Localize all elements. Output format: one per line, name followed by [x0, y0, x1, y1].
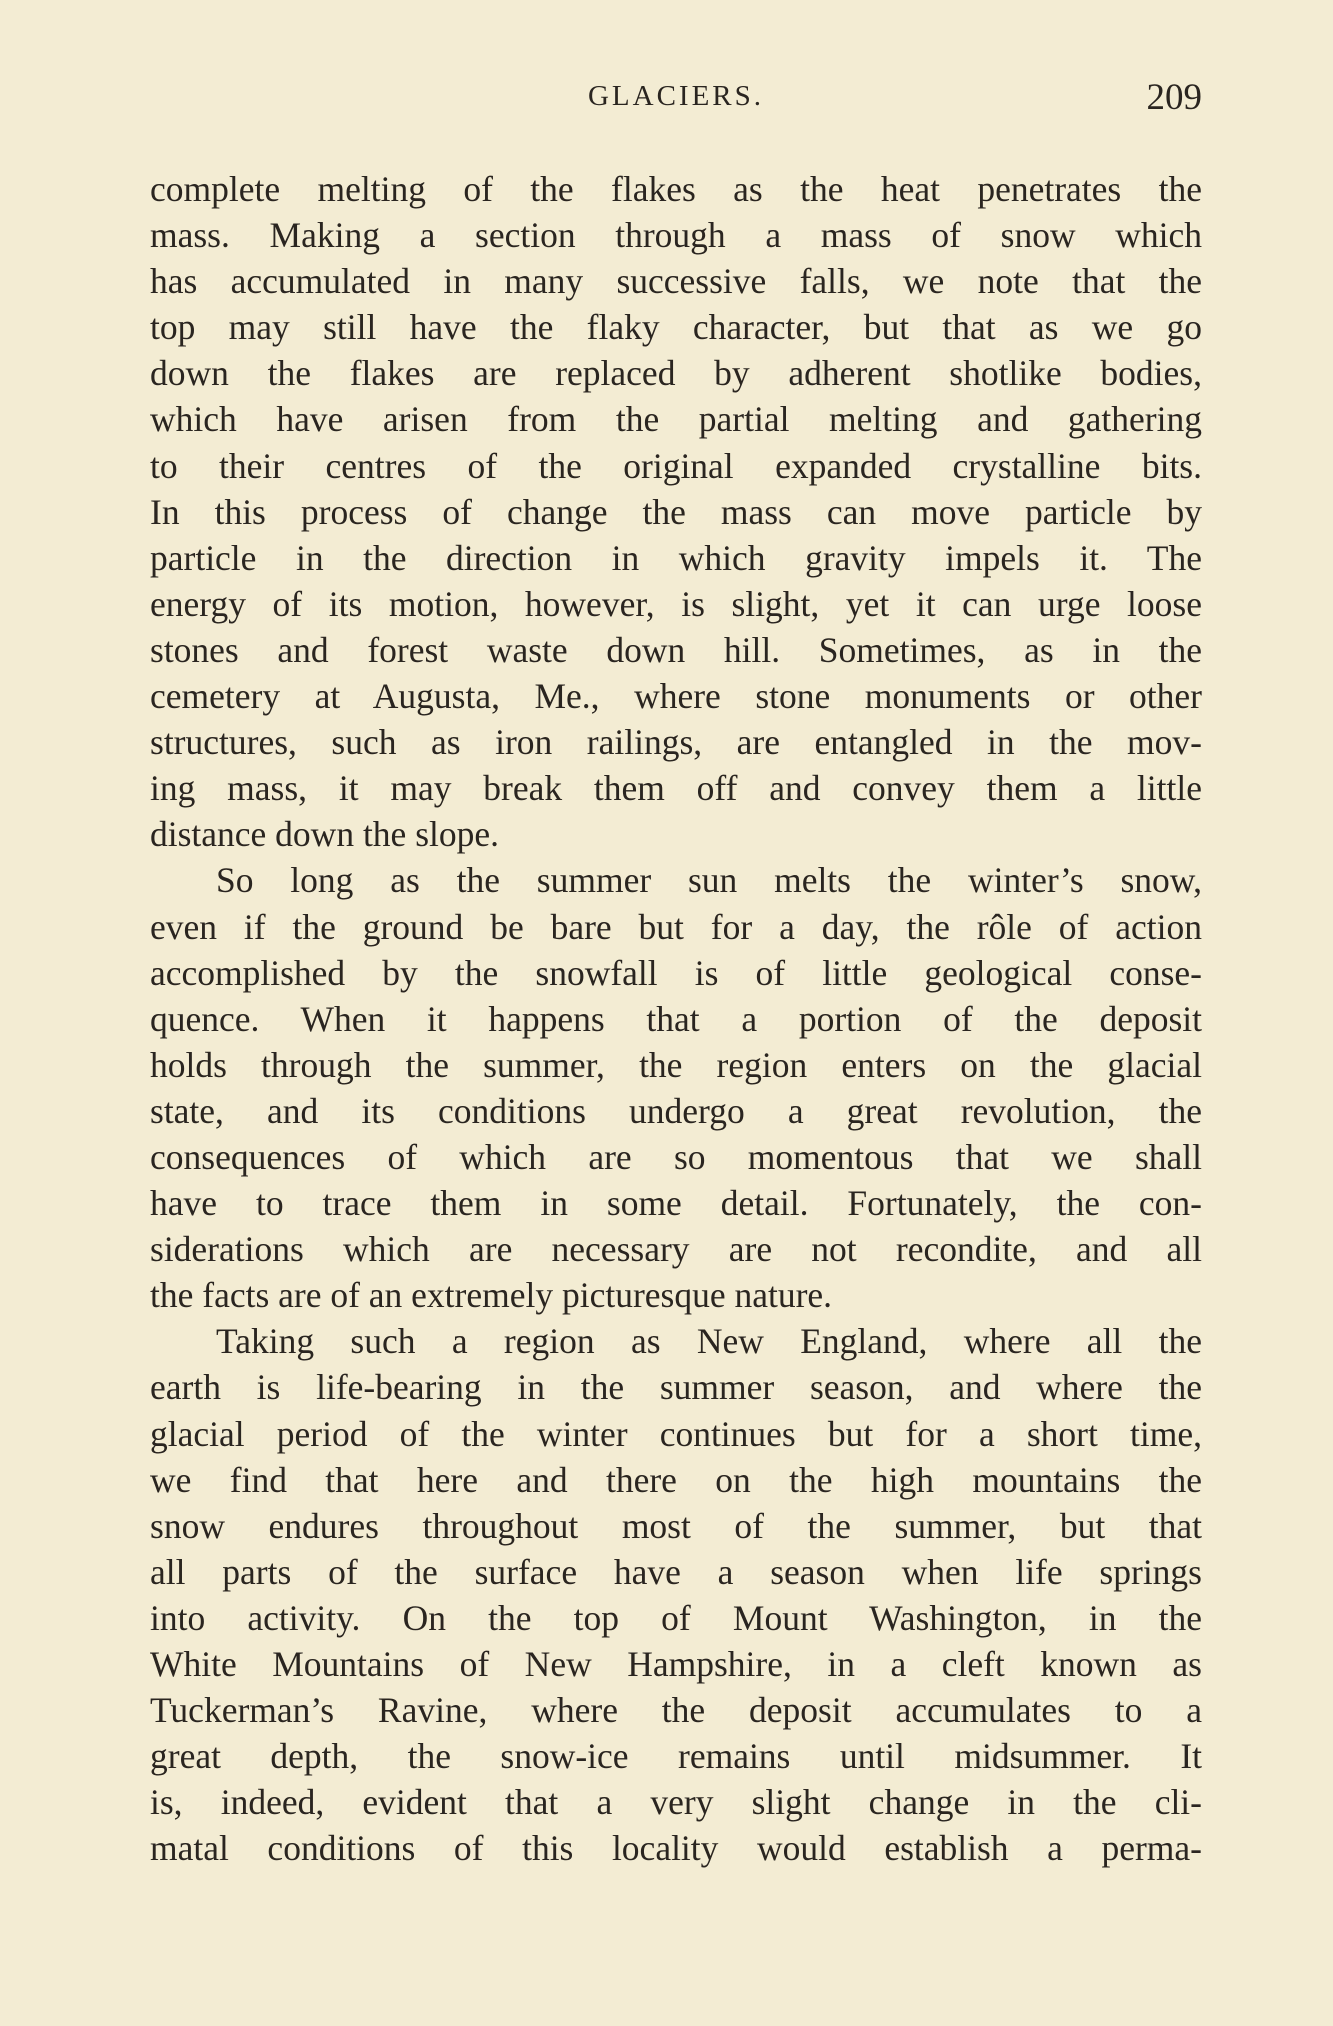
- text-line: even if the ground be bare but for a day, the rôle of action: [150, 906, 1202, 947]
- text-line: we find that here and there on the high mountains the: [150, 1459, 1202, 1500]
- text-line: great depth, the snow-ice remains until midsummer. It: [150, 1736, 1202, 1777]
- text-line: stones and forest waste down hill. Sometimes, as in the: [150, 629, 1202, 670]
- text-line: energy of its motion, however, is slight, yet it can urge loose: [150, 583, 1202, 624]
- text-line: White Mountains of New Hampshire, in a cleft known as: [150, 1644, 1202, 1684]
- text-line: which have arisen from the partial melting and gathering: [150, 399, 1202, 440]
- text-line: So long as the summer sun melts the winter’s snow,: [216, 860, 1202, 901]
- text-line: earth is life-bearing in the summer season, and where the: [150, 1367, 1202, 1408]
- text-line: into activity. On the top of Mount Washington, in the: [150, 1597, 1202, 1638]
- text-line: Taking such a region as New England, where all the: [216, 1321, 1202, 1362]
- text-line: all parts of the surface have a season when life springs: [150, 1551, 1202, 1592]
- text-line: cemetery at Augusta, Me., where stone monuments or other: [150, 676, 1202, 717]
- text-line: is, indeed, evident that a very slight change in the cli-: [150, 1782, 1202, 1823]
- paragraph: [150, 1318, 1202, 1871]
- paragraph: [150, 166, 1202, 857]
- text-line: has accumulated in many successive falls, we note that the: [150, 261, 1202, 302]
- text-line: quence. When it happens that a portion of the deposit: [150, 998, 1202, 1039]
- text-line: down the flakes are replaced by adherent shotlike bodies,: [150, 353, 1202, 394]
- text-line: structures, such as iron railings, are entangled in the mov-: [150, 722, 1202, 763]
- text-line: accomplished by the snowfall is of little geological conse-: [150, 952, 1202, 993]
- running-title: GLACIERS.: [587, 80, 765, 112]
- text-line: have to trace them in some detail. Fortunately, the con-: [150, 1183, 1202, 1224]
- text-line: mass. Making a section through a mass of snow which: [150, 215, 1202, 256]
- text-line: top may still have the flaky character, but that as we go: [150, 307, 1202, 348]
- text-line: consequences of which are so momentous that we shall: [150, 1136, 1202, 1177]
- text-line: holds through the summer, the region enters on the glacial: [150, 1044, 1202, 1085]
- text-line: matal conditions of this locality would establish a perma-: [150, 1828, 1202, 1869]
- text-line: distance down the slope.: [150, 814, 500, 855]
- running-head: [150, 72, 1202, 132]
- text-line: ing mass, it may break them off and convey them a little: [150, 768, 1202, 809]
- text-line: snow endures throughout most of the summer, but that: [150, 1505, 1202, 1546]
- text-line: siderations which are necessary are not recondite, and all: [150, 1229, 1202, 1270]
- paragraph: [150, 857, 1202, 1318]
- text-line: particle in the direction in which gravity impels it. The: [150, 537, 1202, 578]
- text-line: In this process of change the mass can move particle by: [150, 491, 1202, 532]
- text-line: to their centres of the original expanded crystalline bits.: [150, 445, 1202, 486]
- page-number: 209: [1146, 77, 1202, 118]
- text-line: glacial period of the winter continues but for a short time,: [150, 1413, 1202, 1454]
- text-line: state, and its conditions undergo a great revolution, the: [150, 1090, 1202, 1131]
- text-line: the facts are of an extremely picturesque nature.: [150, 1275, 833, 1316]
- text-line: Tuckerman’s Ravine, where the deposit accumulates to a: [150, 1690, 1202, 1731]
- body-text: [150, 166, 1202, 1871]
- text-line: complete melting of the flakes as the heat penetrates the: [150, 169, 1202, 209]
